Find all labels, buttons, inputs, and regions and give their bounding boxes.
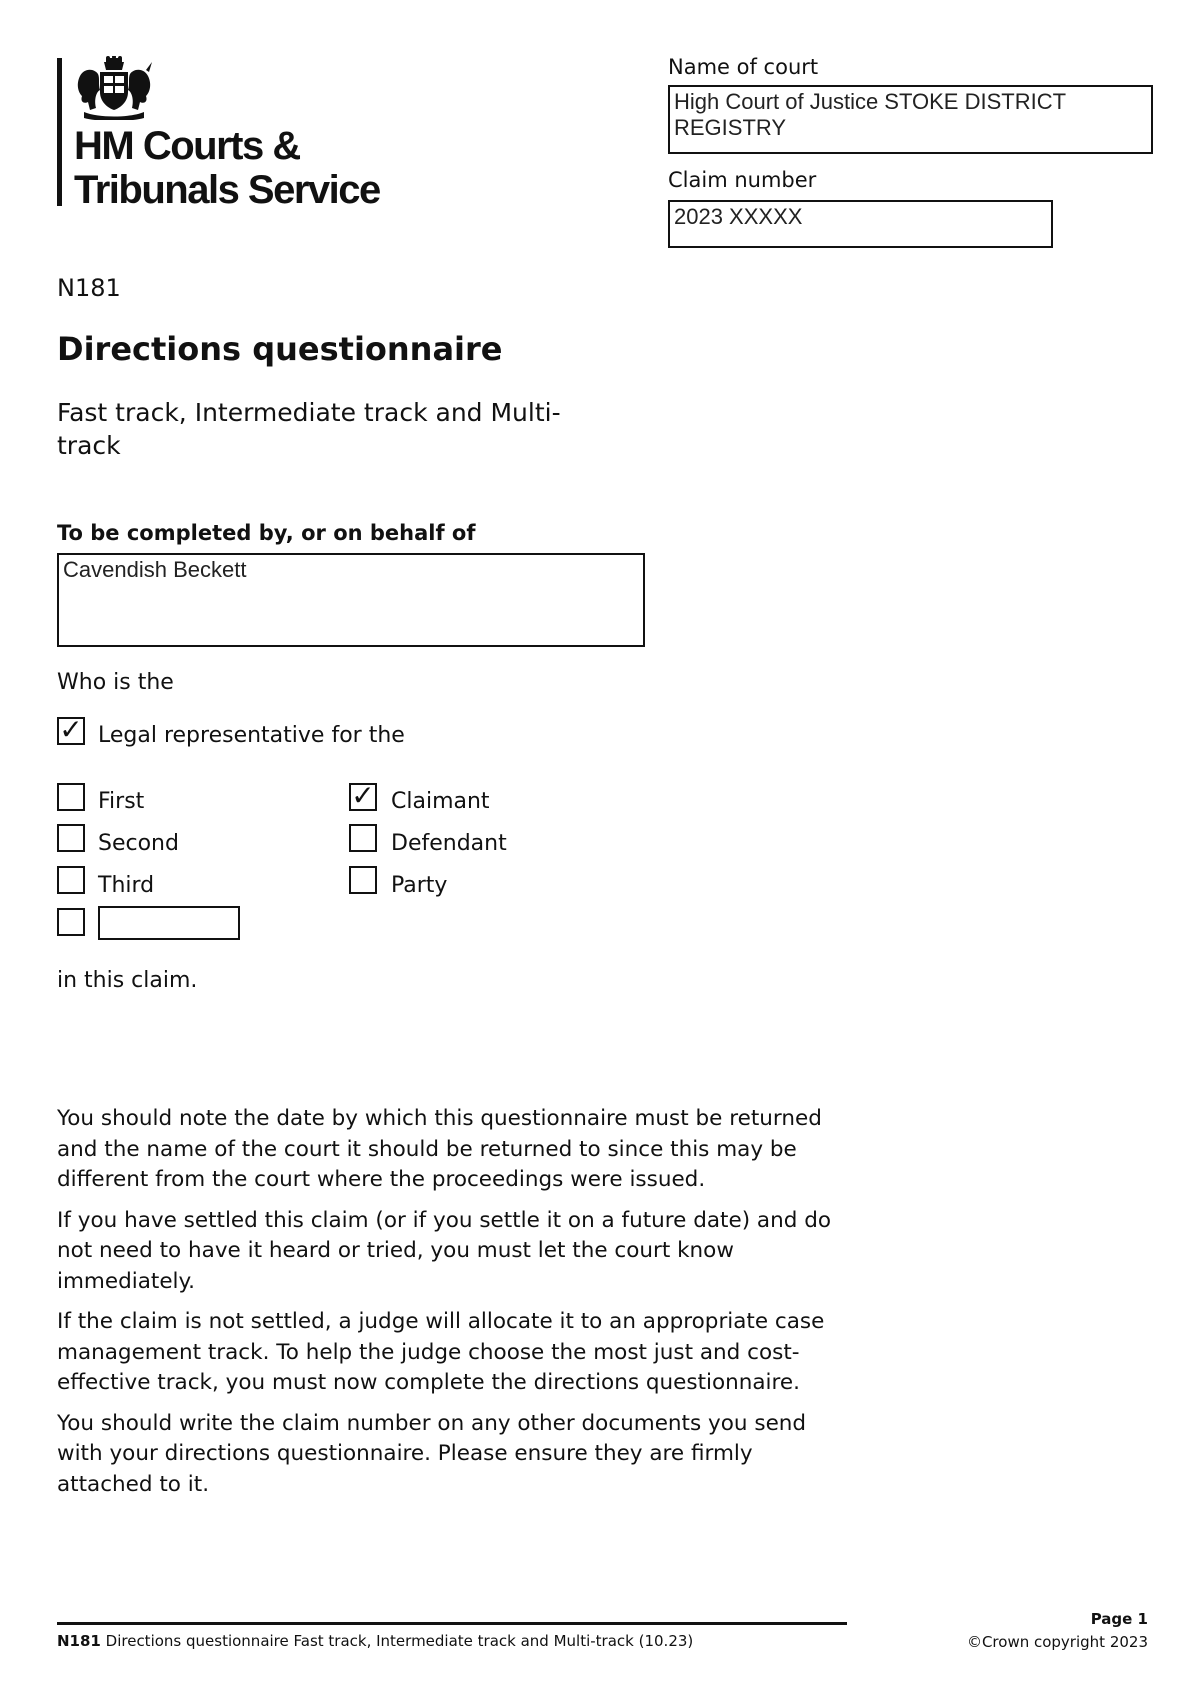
claim-number-label: Claim number <box>668 168 817 192</box>
footer-form-description: Directions questionnaire Fast track, Intermediate track and Multi-track (10.23) <box>105 1632 694 1650</box>
second-checkbox[interactable] <box>57 824 85 852</box>
page-number: Page 1 <box>1090 1610 1148 1628</box>
form-code: N181 <box>57 274 121 302</box>
first-label: First <box>98 789 145 814</box>
court-name-label: Name of court <box>668 55 819 79</box>
other-checkbox[interactable] <box>57 908 85 936</box>
claimant-label: Claimant <box>391 789 490 814</box>
first-checkbox[interactable] <box>57 783 85 811</box>
completed-by-field[interactable]: Cavendish Beckett <box>57 553 645 647</box>
footer-form-info <box>57 1632 693 1650</box>
page-title: Directions questionnaire <box>57 330 503 368</box>
note-paragraph: You should note the date by which this questionnaire must be returned and the name of the court it should be returned to since this may be different from the court where the proceedings were issued. <box>57 1106 822 1192</box>
footer-form-code: N181 <box>57 1632 101 1650</box>
note-paragraph: If you have settled this claim (or if you settle it on a future date) and do not need to have it heard or tried, you must let the court know immediately. <box>57 1207 832 1294</box>
court-name-field[interactable]: High Court of Justice STOKE DISTRICT REGISTRY <box>668 85 1153 154</box>
guidance-notes <box>57 1104 837 1510</box>
third-checkbox[interactable] <box>57 866 85 894</box>
note-paragraph: You should write the claim number on any other documents you send with your directions questionnaire. Please ensure they are firmly attached to it. <box>57 1410 807 1497</box>
third-label: Third <box>98 873 155 898</box>
legal-rep-checkbox[interactable] <box>57 713 85 746</box>
second-label: Second <box>98 831 179 856</box>
party-checkbox[interactable] <box>349 866 377 894</box>
logo-bar <box>57 58 62 206</box>
footer-divider <box>57 1622 847 1625</box>
footer-page-info <box>967 1608 1148 1654</box>
check-icon: ✓ <box>351 779 375 812</box>
claim-number-field[interactable]: 2023 XXXXX <box>668 200 1053 248</box>
who-is-the-label: Who is the <box>57 670 174 695</box>
org-name-line1: HM Courts & <box>74 124 300 168</box>
copyright: ©Crown copyright 2023 <box>966 1633 1148 1651</box>
legal-rep-label: Legal representative for the <box>98 723 405 748</box>
defendant-label: Defendant <box>391 831 507 856</box>
page-subtitle: Fast track, Intermediate track and Multi-track <box>57 398 561 460</box>
note-paragraph: If the claim is not settled, a judge will allocate it to an appropriate case management track. To help the judge choose the most just and cost-effective track, you must now complete the directions questionnaire. <box>57 1309 825 1395</box>
completed-by-label: To be completed by, or on behalf of <box>57 521 476 545</box>
org-logo-text <box>74 124 380 212</box>
party-label: Party <box>391 873 448 898</box>
royal-crest-icon <box>74 56 154 120</box>
claimant-checkbox[interactable] <box>349 779 377 812</box>
check-icon: ✓ <box>59 713 83 746</box>
in-this-claim-text: in this claim. <box>57 968 198 993</box>
org-name-line2: Tribunals Service <box>74 168 380 212</box>
defendant-checkbox[interactable] <box>349 824 377 852</box>
other-party-input[interactable] <box>98 906 240 940</box>
